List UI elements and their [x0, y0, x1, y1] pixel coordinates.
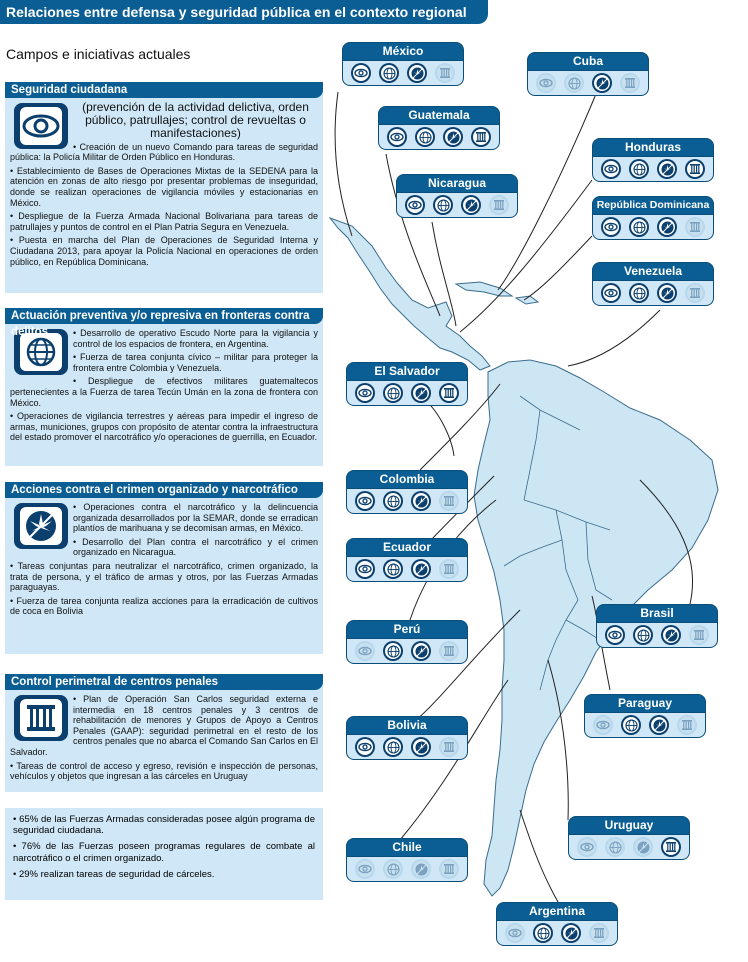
country-badge	[596, 604, 718, 650]
country-icons	[342, 61, 464, 86]
country-name: Cuba	[527, 52, 649, 71]
globe-icon	[383, 737, 403, 757]
bullet: • Puesta en marcha del Plan de Operaciones de Seguridad Interna y Ciudadana 2013, para apoyar la Policía Nacional en operaciones de orden público, en República Dominicana.	[10, 235, 318, 267]
country-icons	[346, 639, 468, 664]
eye-icon	[601, 283, 621, 303]
country-name: México	[342, 42, 464, 61]
prison-bars-icon	[439, 641, 459, 661]
globe-icon	[633, 625, 653, 645]
section-heading: Control perimetral de centros penales	[5, 674, 323, 690]
country-badge	[592, 138, 714, 184]
cannabis-leaf-icon	[657, 159, 677, 179]
cannabis-leaf-icon	[411, 559, 431, 579]
page-title: Relaciones entre defensa y seguridad pública en el contexto regional	[0, 0, 488, 24]
section-centros-penales	[5, 674, 323, 792]
eye-icon	[405, 195, 425, 215]
country-icons	[346, 557, 468, 582]
prison-bars-icon	[439, 737, 459, 757]
prison-bars-icon	[439, 859, 459, 879]
country-name: El Salvador	[346, 362, 468, 381]
eye-icon	[355, 383, 375, 403]
country-name: Perú	[346, 620, 468, 639]
country-icons	[346, 735, 468, 760]
bullet: • Operaciones contra el narcotráfico y la delincuencia organizada desarrollados por la SEMAR, donde se erradican plantíos de marihuana y se decomisan armas, en México.	[10, 502, 318, 534]
cannabis-leaf-icon	[411, 859, 431, 879]
cannabis-leaf-icon	[592, 73, 612, 93]
eye-icon	[14, 103, 68, 149]
country-name: Ecuador	[346, 538, 468, 557]
cannabis-leaf-icon	[561, 923, 581, 943]
country-badge	[592, 262, 714, 308]
globe-icon	[379, 63, 399, 83]
country-name: República Dominicana	[592, 196, 714, 215]
cannabis-leaf-icon	[411, 641, 431, 661]
prison-bars-icon	[620, 73, 640, 93]
bullet: • Desarrollo de operativo Escudo Norte para la vigilancia y control de los espacios de frontera, en Argentina.	[10, 328, 318, 349]
globe-icon	[383, 641, 403, 661]
prison-bars-icon	[439, 491, 459, 511]
eye-icon	[577, 837, 597, 857]
country-name: Honduras	[592, 138, 714, 157]
prison-bars-icon	[471, 127, 491, 147]
prison-bars-icon	[435, 63, 455, 83]
cannabis-leaf-icon	[14, 503, 68, 549]
country-icons	[596, 623, 718, 648]
country-name: Chile	[346, 838, 468, 857]
prison-bars-icon	[685, 217, 705, 237]
cannabis-leaf-icon	[407, 63, 427, 83]
cannabis-leaf-icon	[411, 491, 431, 511]
cannabis-leaf-icon	[443, 127, 463, 147]
cannabis-leaf-icon	[657, 283, 677, 303]
country-name: Colombia	[346, 470, 468, 489]
country-icons	[592, 281, 714, 306]
eye-icon	[601, 159, 621, 179]
country-name: Paraguay	[584, 694, 706, 713]
country-badge	[527, 52, 649, 98]
eye-icon	[387, 127, 407, 147]
eye-icon	[605, 625, 625, 645]
eye-icon	[593, 715, 613, 735]
eye-icon	[355, 641, 375, 661]
bullet: • Despliegue de efectivos militares guatemaltecos pertenecientes a la Fuerza de tarea Tecún Umán en la zona de frontera con México.	[10, 376, 318, 408]
cannabis-leaf-icon	[633, 837, 653, 857]
country-icons	[378, 125, 500, 150]
country-icons	[496, 921, 618, 946]
prison-bars-icon	[489, 195, 509, 215]
country-name: Venezuela	[592, 262, 714, 281]
country-badge	[592, 196, 714, 242]
country-name: Guatemala	[378, 106, 500, 125]
country-name: Bolivia	[346, 716, 468, 735]
eye-icon	[536, 73, 556, 93]
prison-bars-icon	[439, 559, 459, 579]
section-narcotrafico	[5, 482, 323, 654]
country-badge	[346, 362, 468, 408]
globe-icon	[533, 923, 553, 943]
prison-bars-icon	[677, 715, 697, 735]
bullet: • Establecimiento de Bases de Operaciones Mixtas de la SEDENA para la atención en zonas de alto riesgo por presentar problemas de inseguridad, donde se realizan operaciones de vigilancia móviles y estacionarias en México.	[10, 166, 318, 208]
cannabis-leaf-icon	[661, 625, 681, 645]
globe-icon	[629, 217, 649, 237]
country-badge	[396, 174, 518, 220]
country-icons	[568, 835, 690, 860]
country-badge	[346, 620, 468, 666]
map-hispaniola	[516, 296, 538, 304]
cannabis-leaf-icon	[411, 383, 431, 403]
bullet: • Plan de Operación San Carlos seguridad externa e intermedia en 18 centros penales y 3 centros de rehabilitación de menores y Grupos de Apoyo a Centros Penales (GAAP): seguridad perimetral en el resto de los centros penales que no abarca el Comando San Carlos en El Salvador.	[10, 694, 318, 758]
globe-icon	[629, 283, 649, 303]
eye-icon	[355, 559, 375, 579]
stat-item: • 65% de las Fuerzas Armadas consideradas posee algún programa de seguridad ciudadana.	[13, 814, 315, 836]
country-name: Argentina	[496, 902, 618, 921]
prison-bars-icon	[589, 923, 609, 943]
bullet: • Despliegue de la Fuerza Armada Nacional Bolivariana para tareas de patrullajes y puntos de control en el Plan Patria Segura en Venezuela.	[10, 211, 318, 232]
country-icons	[396, 193, 518, 218]
eye-icon	[355, 491, 375, 511]
country-name: Brasil	[596, 604, 718, 623]
eye-icon	[505, 923, 525, 943]
prison-bars-icon	[14, 695, 68, 741]
section-description: (prevención de la actividad delictiva, orden público, patrullajes; control de revueltas o manifestaciones)	[82, 100, 309, 141]
country-badge	[378, 106, 500, 152]
globe-icon	[621, 715, 641, 735]
globe-icon	[605, 837, 625, 857]
section-heading: Seguridad ciudadana	[5, 82, 323, 98]
stats-box	[5, 808, 323, 900]
bullet: • Tareas de control de acceso y egreso, revisión e inspección de personas, vehículos y objetos que ingresan a las cárceles en Uruguay	[10, 761, 318, 782]
cannabis-leaf-icon	[649, 715, 669, 735]
globe-icon	[383, 859, 403, 879]
country-icons	[592, 157, 714, 182]
cannabis-leaf-icon	[461, 195, 481, 215]
cannabis-leaf-icon	[411, 737, 431, 757]
stat-item: • 76% de las Fuerzas poseen programas regulares de combate al narcotráfico o el crimen organizado.	[13, 841, 315, 863]
bullet: • Operaciones de vigilancia terrestres y aéreas para impedir el ingreso de armas, municiones, grupos con propósito de atentar contra la infraestructura del estado promover el narcotráfico y/o operaciones de guerrilla, en Ecuador.	[10, 411, 318, 443]
section-heading: Actuación preventiva y/o represiva en fronteras contra delitos	[5, 308, 323, 324]
prison-bars-icon	[685, 283, 705, 303]
globe-icon	[383, 383, 403, 403]
country-name: Nicaragua	[396, 174, 518, 193]
country-badge	[346, 838, 468, 884]
country-icons	[592, 215, 714, 240]
eye-icon	[351, 63, 371, 83]
bullet: • Tareas conjuntas para neutralizar el narcotráfico, crimen organizado, la trata de persona, y el tráfico de armas y otros, por las Fuerzas Armadas paraguayas.	[10, 561, 318, 593]
map-cuba	[456, 282, 512, 296]
country-icons	[584, 713, 706, 738]
globe-icon	[383, 559, 403, 579]
country-icons	[346, 381, 468, 406]
globe-icon	[629, 159, 649, 179]
eye-icon	[355, 859, 375, 879]
country-badge	[342, 42, 464, 88]
country-badge	[346, 538, 468, 584]
eye-icon	[355, 737, 375, 757]
bullet: • Fuerza de tarea conjunta realiza acciones para la erradicación de cultivos de coca en Bolivia	[10, 596, 318, 617]
bullet: • Creación de un nuevo Comando para tareas de seguridad pública: la Policía Militar de Orden Público en Honduras.	[10, 142, 318, 163]
page-subtitle: Campos e iniciativas actuales	[6, 46, 191, 62]
country-badge	[346, 716, 468, 762]
country-badge	[568, 816, 690, 862]
prison-bars-icon	[439, 383, 459, 403]
section-heading: Acciones contra el crimen organizado y narcotráfico	[5, 482, 323, 498]
prison-bars-icon	[685, 159, 705, 179]
eye-icon	[601, 217, 621, 237]
country-icons	[346, 489, 468, 514]
globe-icon	[383, 491, 403, 511]
globe-icon	[415, 127, 435, 147]
section-seguridad-ciudadana	[5, 82, 323, 293]
bullet: • Desarrollo del Plan contra el narcotráfico y el crimen organizado en Nicaragua.	[10, 537, 318, 558]
prison-bars-icon	[661, 837, 681, 857]
country-badge	[346, 470, 468, 516]
cannabis-leaf-icon	[657, 217, 677, 237]
globe-icon	[564, 73, 584, 93]
prison-bars-icon	[689, 625, 709, 645]
country-badge	[584, 694, 706, 740]
country-icons	[346, 857, 468, 882]
country-name: Uruguay	[568, 816, 690, 835]
globe-icon	[433, 195, 453, 215]
country-badge	[496, 902, 618, 948]
country-icons	[527, 71, 649, 96]
bullet: • Fuerza de tarea conjunta cívico – militar para proteger la frontera entre Colombia y Venezuela.	[10, 352, 318, 373]
section-fronteras	[5, 308, 323, 466]
stat-item: • 29% realizan tareas de seguridad de cárceles.	[13, 869, 315, 880]
